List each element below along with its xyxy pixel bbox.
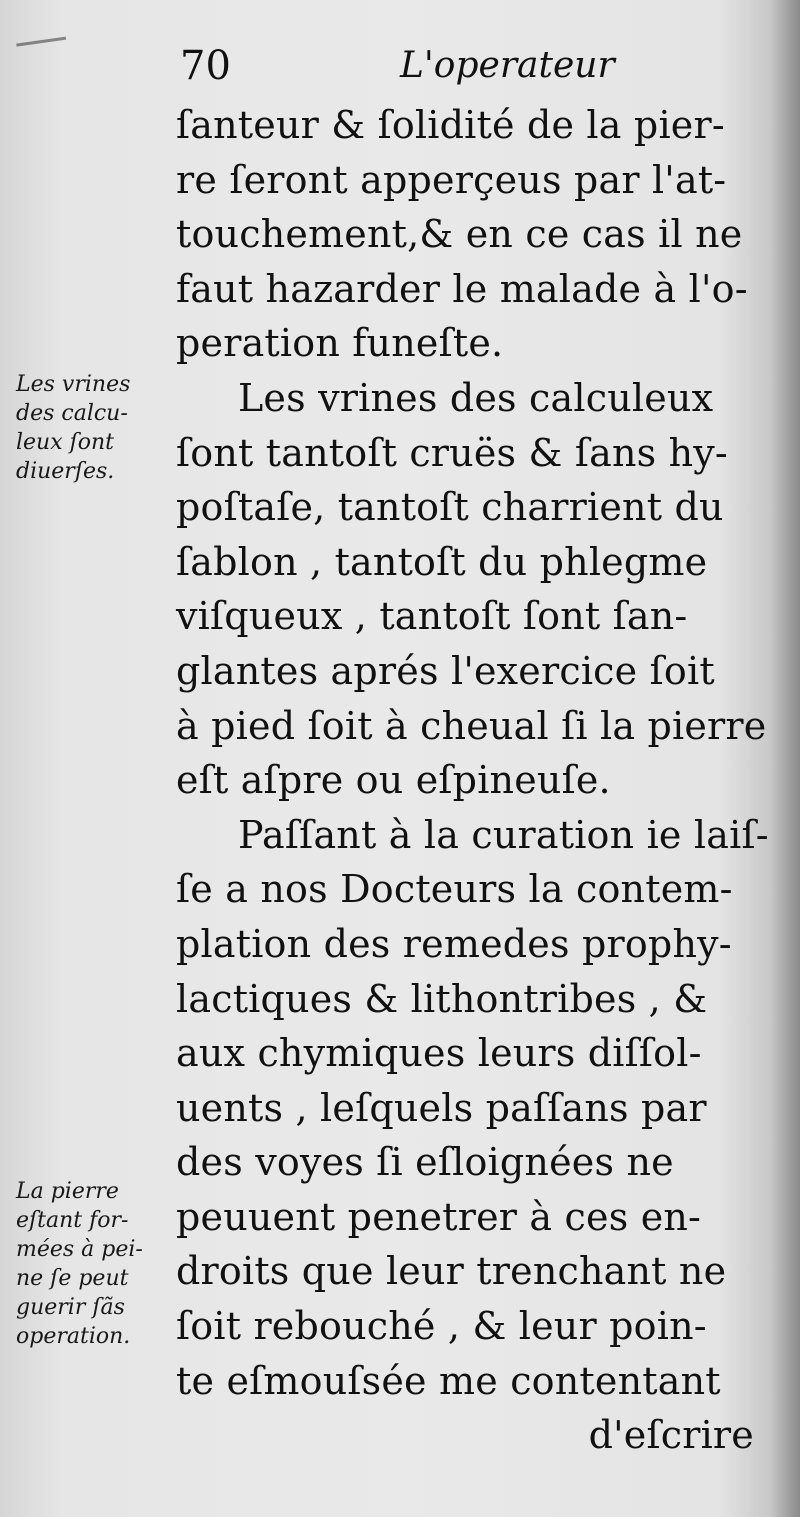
text-line: ſablon , tantoſt du phlegme	[176, 539, 708, 584]
margin-note-stone	[16, 1177, 178, 1351]
text-line: te eſmouſsée me contentant	[176, 1358, 721, 1403]
margin-note-urines	[16, 370, 178, 486]
text-line: des voyes ſi eſloignées ne	[176, 1140, 674, 1185]
margin-note-line: Les vrines	[16, 372, 131, 397]
margin-note-line: eſtant for-	[16, 1208, 129, 1233]
text-line: viſqueux , tantoſt ſont ſan-	[176, 594, 688, 639]
text-line: touchement,& en ce cas il ne	[176, 212, 743, 257]
catchword: d'eſcrire	[588, 1413, 754, 1458]
text-line: faut hazarder le malade à l'o-	[176, 266, 748, 311]
margin-note-line: ne ſe peut	[16, 1266, 129, 1291]
text-line: droits que leur trenchant ne	[176, 1249, 727, 1294]
margin-note-line: diuerſes.	[16, 459, 115, 484]
margin-note-line: leux ſont	[16, 430, 115, 455]
text-line: glantes aprés l'exercice ſoit	[176, 648, 715, 693]
text-line: à pied ſoit à cheual ſi la pierre	[176, 703, 767, 748]
text-line: peuuent penetrer à ces en-	[176, 1194, 702, 1239]
paragraph-start-line: Les vrines des calculeux	[238, 375, 714, 420]
paragraph-start-line: Paſſant à la curation ie laiſ-	[238, 812, 769, 857]
text-line: plation des remedes prophy-	[176, 921, 732, 966]
margin-note-line: La pierre	[16, 1179, 119, 1204]
text-line: eſt aſpre ou eſpineuſe.	[176, 758, 611, 803]
text-line: aux chymiques leurs diſſol-	[176, 1031, 702, 1076]
text-line: ſe a nos Docteurs la contem-	[176, 867, 733, 912]
margin-note-line: guerir ſãs	[16, 1295, 125, 1320]
text-line: lactiques & lithontribes , &	[176, 976, 708, 1021]
ink-blemish	[16, 37, 70, 73]
margin-note-line: des calcu-	[16, 401, 128, 426]
margin-note-line: operation.	[16, 1324, 131, 1349]
text-line: re ſeront apperçeus par l'at-	[176, 157, 727, 202]
margin-note-line: mées à pei-	[16, 1237, 143, 1262]
text-line: uents , leſquels paſſans par	[176, 1085, 707, 1130]
page-number: 70	[180, 43, 231, 89]
text-line: ſont tantoſt cruës & ſans hy-	[176, 430, 728, 475]
text-line: peration funeſte.	[176, 321, 504, 366]
text-line: ſoit rebouché , & leur poin-	[176, 1304, 707, 1349]
text-line: ſanteur & ſolidité de la pier-	[176, 103, 725, 147]
page-header	[180, 38, 615, 94]
running-head: L'operateur	[400, 45, 615, 86]
text-line: poſtaſe, tantoſt charrient du	[176, 485, 724, 530]
main-text-block	[176, 98, 776, 1463]
